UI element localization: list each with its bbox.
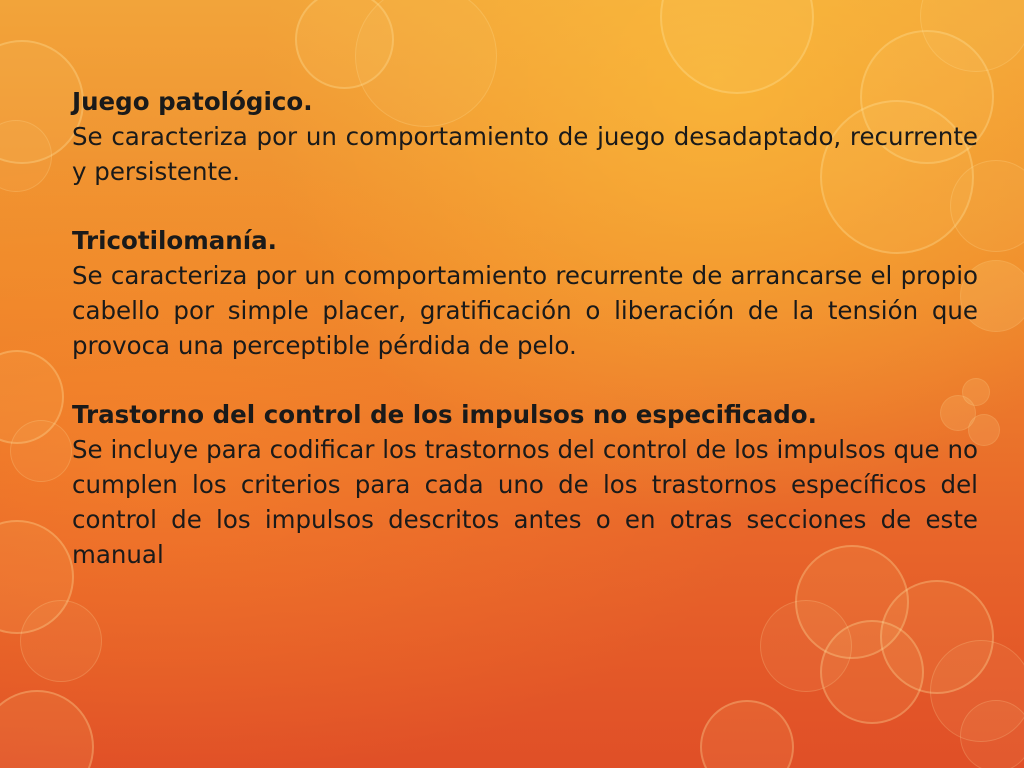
section-text: Se incluye para codificar los trastornos del control de los impulsos que no cumplen los criterios para cada uno de los trastornos específicos del control de los impulsos descritos antes o en otras secciones de este manual [72,435,978,569]
section-heading: Tricotilomanía. [72,226,277,255]
bokeh-circle [700,700,794,768]
section-juego-patologico [72,84,978,189]
section-trastorno-no-especificado [72,397,978,572]
section-tricotilomania [72,223,978,363]
section-heading: Trastorno del control de los impulsos no especificado. [72,400,817,429]
section-heading: Juego patológico. [72,87,313,116]
bokeh-circle [960,700,1024,768]
slide-content [72,84,978,572]
bokeh-circle [0,690,94,768]
bokeh-circle [20,600,102,682]
section-text: Se caracteriza por un comportamiento de juego desadaptado, recurrente y persistente. [72,122,978,186]
section-text: Se caracteriza por un comportamiento recurrente de arrancarse el propio cabello por simple placer, gratificación o liberación de la tensión que provoca una perceptible pérdida de pelo. [72,261,978,360]
bokeh-circle [10,420,72,482]
bokeh-circle [660,0,814,94]
